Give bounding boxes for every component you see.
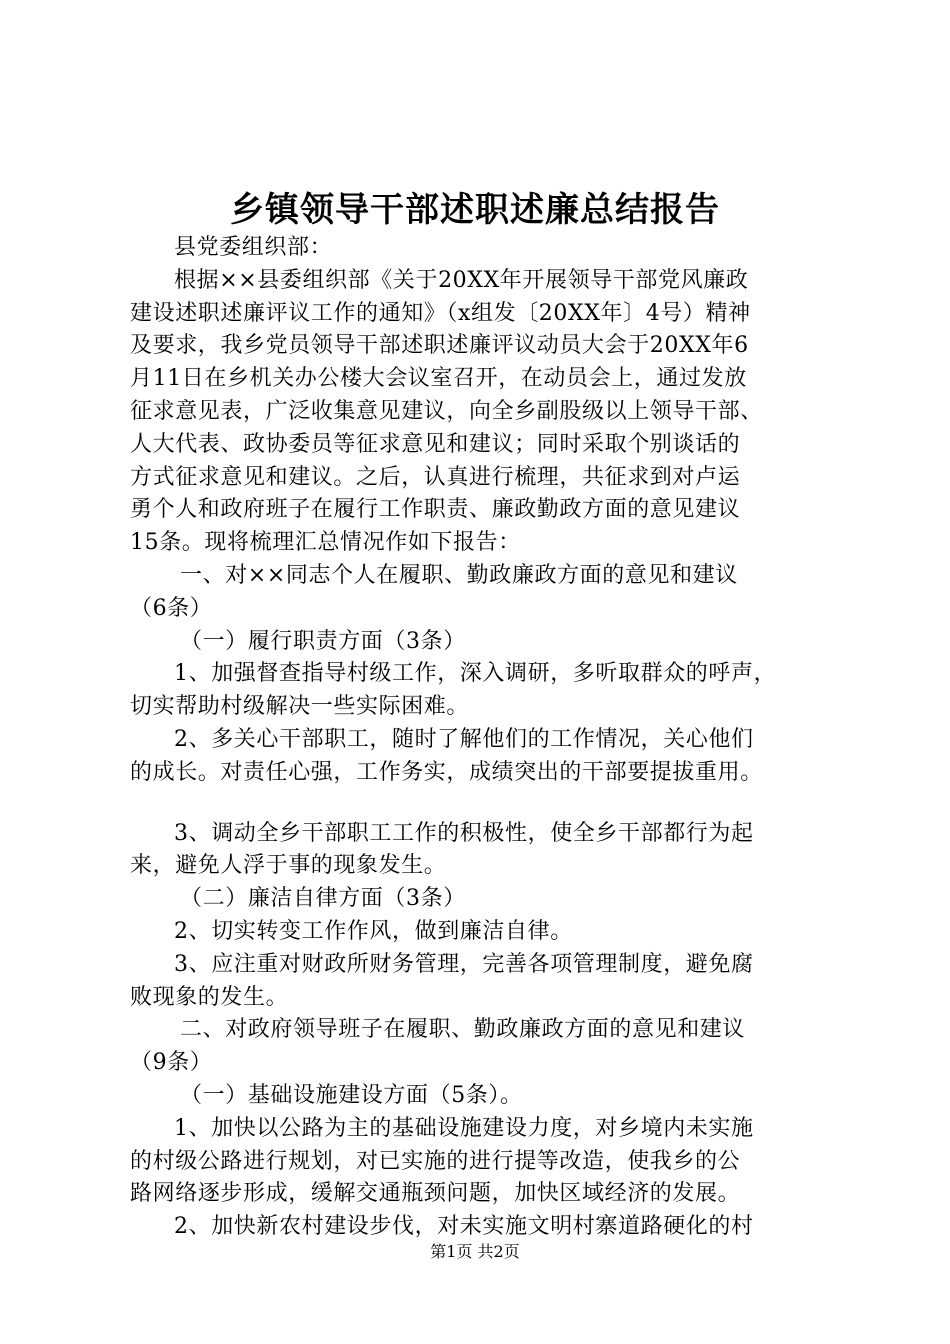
- section-heading-line: 一、对××同志个人在履职、勤政廉政方面的意见和建议: [180, 562, 738, 588]
- list-item-line: 的成长。对责任心强，工作务实，成绩突出的干部要提拔重用。: [130, 759, 763, 785]
- list-item-line: 2、加快新农村建设步伐，对未实施文明村寨道路硬化的村: [174, 1214, 754, 1240]
- subsection-heading-line: （一）履行职责方面（3条）: [180, 628, 466, 654]
- paragraph-line: 勇个人和政府班子在履行工作职责、廉政勤政方面的意见建议: [130, 497, 741, 523]
- section-heading-line: （6条）: [130, 595, 213, 621]
- blank-gap: [130, 790, 835, 818]
- page-footer: 第1页 共2页: [430, 1242, 520, 1261]
- paragraph-line: 及要求，我乡党员领导干部述职述廉评议动员大会于20XX年6: [130, 333, 749, 359]
- list-item-line: 败现象的发生。: [130, 984, 289, 1010]
- list-item-line: 1、加强督查指导村级工作，深入调研，多听取群众的呼声，: [174, 661, 777, 687]
- paragraph-line: 征求意见表，广泛收集意见建议，向全乡副股级以上领导干部、: [130, 398, 763, 424]
- section-heading-line: 二、对政府领导班子在履职、勤政廉政方面的意见和建议: [180, 1017, 746, 1043]
- list-item-line: 3、应注重对财政所财务管理，完善各项管理制度，避免腐: [174, 951, 754, 977]
- list-item-line: 1、加快以公路为主的基础设施建设力度，对乡境内未实施: [174, 1115, 754, 1141]
- document-title: 乡镇领导干部述职述廉总结报告: [230, 190, 720, 230]
- paragraph-line: 建设述职述廉评议工作的通知》（x组发〔20XX年〕4号）精神: [130, 300, 751, 326]
- list-item-line: 来，避免人浮于事的现象发生。: [130, 853, 447, 879]
- paragraph-line: 月11日在乡机关办公楼大会议室召开，在动员会上，通过发放: [130, 366, 747, 392]
- salutation-line: 县党委组织部：: [174, 235, 333, 260]
- paragraph-line: 根据××县委组织部《关于20XX年开展领导干部党风廉政: [174, 267, 749, 293]
- paragraph-line: 15条。现将梳理汇总情况作如下报告：: [130, 530, 521, 556]
- subsection-heading-line: （一）基础设施建设方面（5条）。: [180, 1082, 523, 1108]
- list-item-line: 的村级公路进行规划，对已实施的进行提等改造，使我乡的公: [130, 1148, 741, 1174]
- list-item-line: 路网络逐步形成，缓解交通瓶颈问题，加快区域经济的发展。: [130, 1181, 741, 1207]
- section-heading-line: （9条）: [130, 1050, 213, 1076]
- list-item-line: 2、多关心干部职工，随时了解他们的工作情况，关心他们: [174, 726, 754, 752]
- document-body: [130, 232, 835, 1244]
- paragraph-line: 方式征求意见和建议。之后，认真进行梳理，共征求到对卢运: [130, 464, 741, 490]
- list-item-line: 3、调动全乡干部职工工作的积极性，使全乡干部都行为起: [174, 820, 754, 846]
- list-item-line: 切实帮助村级解决一些实际困难。: [130, 694, 470, 720]
- subsection-heading-line: （二）廉洁自律方面（3条）: [180, 886, 466, 912]
- paragraph-line: 人大代表、政协委员等征求意见和建议；同时采取个别谈话的: [130, 431, 741, 457]
- list-item-line: 2、切实转变工作作风，做到廉洁自律。: [174, 918, 573, 944]
